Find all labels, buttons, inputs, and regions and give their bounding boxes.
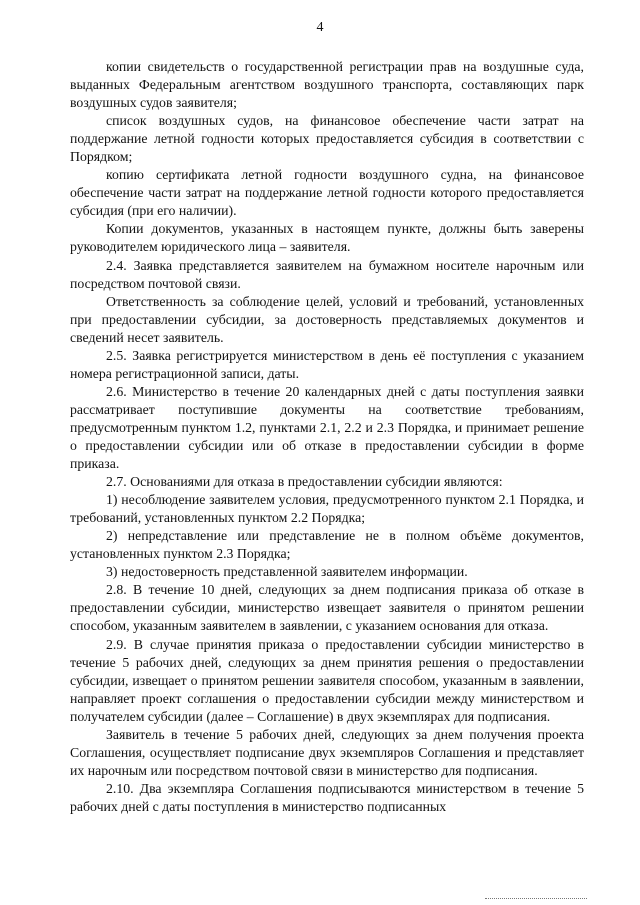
paragraph-2-9: 2.9. В случае принятия приказа о предоставлении субсидии министерство в течение 5 рабочих дней, следующих за днем принятия решения о предоставлении субсидии, извещает о принятом решении заявителя способом, указанным в заявлении, направляет проект соглашения о предоставлении субсидии между министерством и получателем субсидии (далее – Соглашение) в двух экземплярах для подписания.: [70, 636, 584, 724]
paragraph-2-6: 2.6. Министерство в течение 20 календарных дней с даты поступления заявки рассматривает поступившие документы на соответствие требованиям, предусмотренным пунктом 1.2, пунктами 2.1, 2.2 и 2.3 Порядка, и принимает решение о предоставлении субсидии или об отказе в предоставлении субсидии в форме приказа.: [70, 383, 584, 472]
paragraph-aircraft-list: список воздушных судов, на финансовое обеспечение части затрат на поддержание летной годности которых предоставляется субсидия в соответствии с Порядком;: [70, 113, 584, 165]
paragraph-2-7: 2.7. Основаниями для отказа в предоставлении субсидии являются:: [106, 474, 503, 490]
paragraph-copies-registration: копии свидетельств о государственной регистрации прав на воздушные суда, выданных Федеральным агентством воздушного транспорта, составляющих парк воздушных судов заявителя;: [70, 59, 584, 111]
paragraph-certified-copies: Копии документов, указанных в настоящем пункте, должны быть заверены руководителем юридического лица – заявителя.: [70, 221, 584, 255]
paragraph-responsibility: Ответственность за соблюдение целей, условий и требований, установленных при предоставлении субсидии, за достоверность представляемых документов и сведений несет заявитель.: [70, 293, 584, 345]
paragraph-2-7-item-1: 1) несоблюдение заявителем условия, предусмотренного пунктом 2.1 Порядка, и требований, установленных пунктом 2.2 Порядка;: [70, 492, 584, 526]
paragraph-2-4: 2.4. Заявка представляется заявителем на бумажном носителе нарочным или посредством почтовой связи.: [70, 257, 584, 291]
paragraph-airworthiness-certificate: копию сертификата летной годности воздушного судна, на финансовое обеспечение части затрат на поддержание летной годности которого предоставляется субсидия (при его наличии).: [70, 167, 584, 219]
paragraph-2-10: 2.10. Два экземпляра Соглашения подписываются министерством в течение 5 рабочих дней с даты поступления в министерство подписанных: [70, 780, 584, 814]
page-number: 4: [316, 20, 324, 35]
paragraph-2-7-item-2: 2) непредставление или представление не в полном объёме документов, установленных пунктом 2.3 Порядка;: [70, 528, 584, 562]
document-body: [70, 58, 584, 816]
footer-dotted-rule: [485, 898, 587, 899]
paragraph-2-5: 2.5. Заявка регистрируется министерством в день её поступления с указанием номера регистрационной записи, даты.: [70, 347, 584, 381]
paragraph-2-7-item-3: 3) недостоверность представленной заявителем информации.: [106, 564, 468, 580]
paragraph-applicant-signing: Заявитель в течение 5 рабочих дней, следующих за днем получения проекта Соглашения, осуществляет подписание двух экземпляров Соглашения и представляет их нарочным или посредством почтовой связи в министерство для подписания.: [70, 726, 584, 778]
paragraph-2-8: 2.8. В течение 10 дней, следующих за днем подписания приказа об отказе в предоставлении субсидии, министерство извещает заявителя о принятом решении способом, указанным заявителем в заявлении, с указанием основания для отказа.: [70, 582, 584, 634]
